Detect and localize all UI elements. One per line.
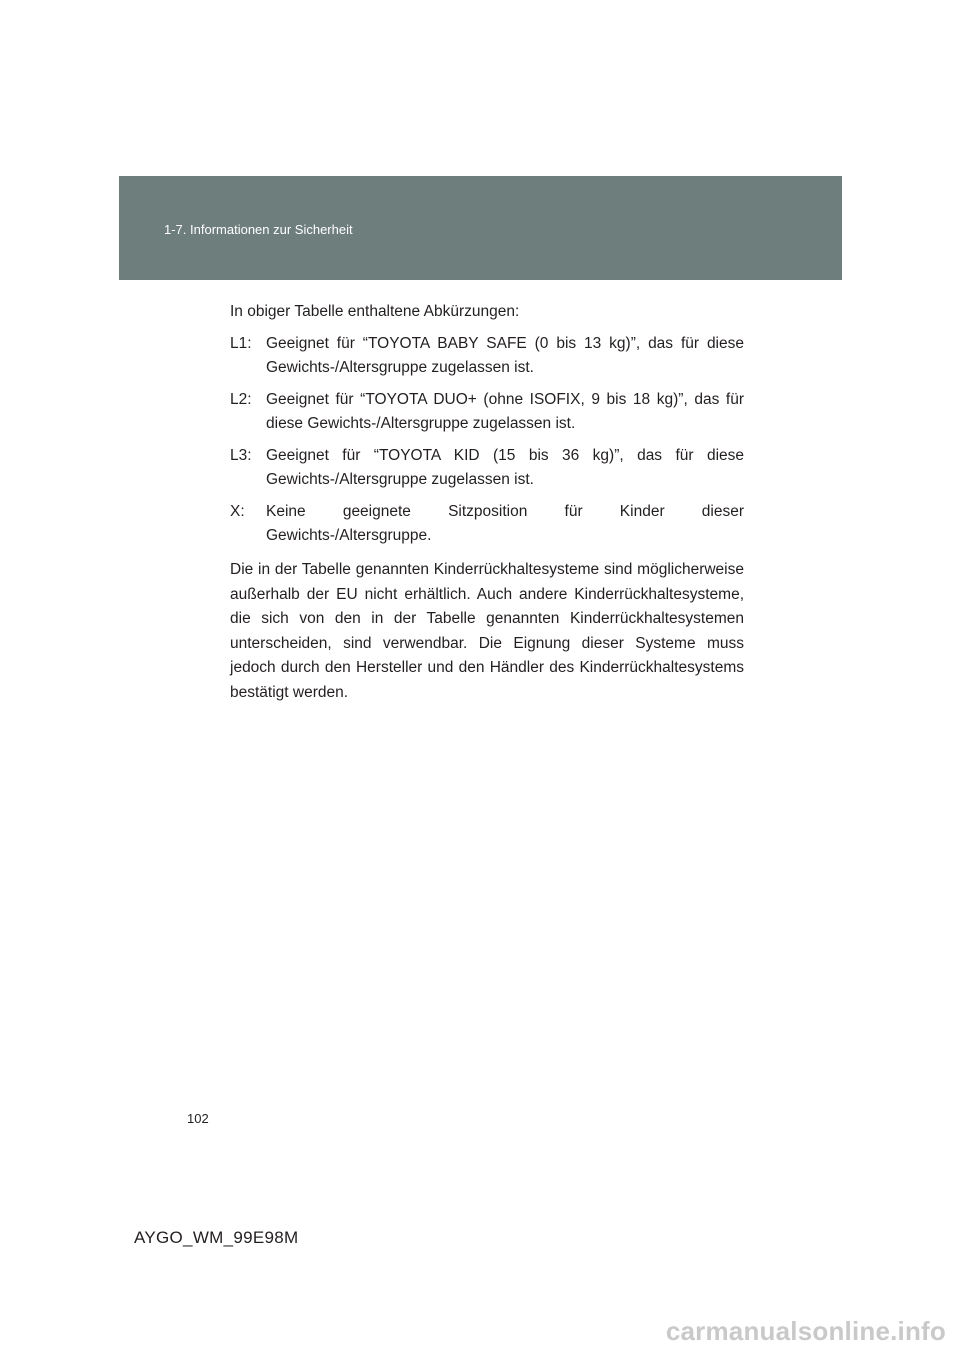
abbreviation-item-x bbox=[230, 500, 744, 548]
abbreviation-item-l2 bbox=[230, 388, 744, 436]
main-content bbox=[230, 300, 744, 705]
section-header-bar bbox=[119, 176, 842, 280]
abbreviation-key: L3: bbox=[230, 447, 252, 464]
body-paragraph: Die in der Tabelle genannten Kinderrückhaltesysteme sind möglicherweise außerhalb der EU nicht erhältlich. Auch andere Kinderrückhaltesysteme, die sich von den in der Tabelle genannten Kinderrückhaltesystemen unterscheiden, sind verwendbar. Die Eignung dieser Systeme muss jedoch durch den Hersteller und den Händler des Kinderrückhaltesystems bestätigt werden. bbox=[230, 561, 744, 701]
section-title: 1-7. Informationen zur Sicherheit bbox=[164, 222, 353, 237]
abbreviations-intro: In obiger Tabelle enthaltene Abkürzungen: bbox=[230, 303, 520, 320]
abbreviation-key: L1: bbox=[230, 335, 252, 352]
abbreviation-item-l1 bbox=[230, 332, 744, 380]
abbreviation-text: Keine geeignete Sitzposition für Kinder dieser Gewichts-/Altersgruppe. bbox=[266, 503, 744, 544]
abbreviation-text: Geeignet für “TOYOTA KID (15 bis 36 kg)”, das für diese Gewichts-/Altersgruppe zugelassen ist. bbox=[266, 447, 744, 488]
watermark[interactable]: carmanualsonline.info bbox=[665, 1316, 946, 1346]
abbreviation-key: L2: bbox=[230, 391, 252, 408]
abbreviation-list bbox=[230, 332, 744, 548]
abbreviation-item-l3 bbox=[230, 444, 744, 492]
document-code: AYGO_WM_99E98M bbox=[134, 1228, 299, 1247]
page-number: 102 bbox=[187, 1111, 209, 1126]
abbreviation-text: Geeignet für “TOYOTA BABY SAFE (0 bis 13 kg)”, das für diese Gewichts-/Altersgruppe zugelassen ist. bbox=[266, 335, 744, 376]
abbreviation-text: Geeignet für “TOYOTA DUO+ (ohne ISOFIX, 9 bis 18 kg)”, das für diese Gewichts-/Altersgruppe zugelassen ist. bbox=[266, 391, 744, 432]
abbreviation-key: X: bbox=[230, 503, 245, 520]
